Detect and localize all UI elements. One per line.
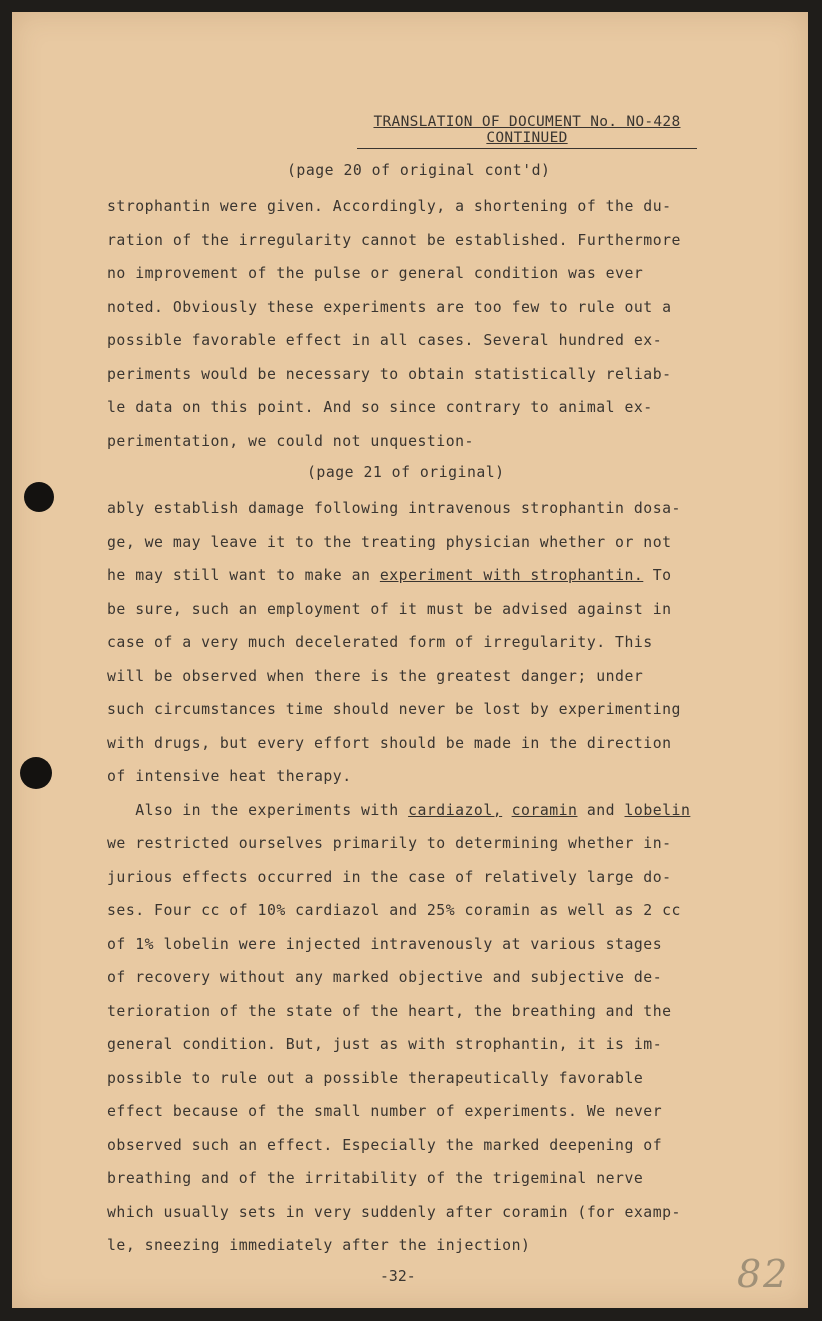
text-line: such circumstances time should never be lost by experimenting [107, 701, 681, 718]
text-line: ge, we may leave it to the treating physician whether or not [107, 533, 672, 551]
text-line: terioration of the state of the heart, the breathing and the [107, 1002, 672, 1020]
text-line: no improvement of the pulse or general condition was ever [107, 265, 644, 282]
heading-continued: CONTINUED [486, 130, 568, 146]
page-number: -32- [380, 1268, 416, 1285]
text-segment: To [643, 567, 672, 584]
text-line: ses. Four cc of 10% cardiazol and 25% coramin as well as 2 cc [107, 902, 681, 919]
underlined-drug-cardiazol: cardiazol, [408, 801, 503, 819]
underlined-drug-lobelin: lobelin [624, 801, 691, 819]
text-line: of recovery without any marked objective and subjective de- [107, 969, 663, 986]
text-line: noted. Obviously these experiments are too few to rule out a [107, 298, 672, 316]
text-line: periments would be necessary to obtain statistically reliab- [107, 365, 672, 383]
underlined-phrase: experiment with strophantin. [379, 567, 644, 584]
text-line: ration of the irregularity cannot be established. Furthermore [107, 231, 681, 249]
text-line: jurious effects occurred in the case of relatively large do- [107, 868, 672, 886]
page-21-note: (page 21 of original) [307, 464, 505, 481]
text-line [107, 559, 727, 593]
text-segment: Also in the experiments with [107, 801, 409, 819]
text-line: le, sneezing immediately after the injection) [107, 1237, 531, 1254]
text-line: be sure, such an employment of it must be advised against in [107, 600, 672, 618]
heading-rule [357, 148, 697, 149]
text-line: general condition. But, just as with strophantin, it is im- [107, 1036, 663, 1053]
text-line: perimentation, we could not unquestion- [107, 432, 474, 450]
heading-title: TRANSLATION OF DOCUMENT No. NO-428 [373, 114, 681, 130]
text-line: observed such an effect. Especially the marked deepening of [107, 1136, 663, 1154]
punch-hole-top [24, 482, 54, 512]
text-line: of intensive heat therapy. [107, 768, 352, 785]
text-segment: he may still want to make an [107, 567, 380, 584]
text-line [107, 794, 727, 828]
document-page [12, 12, 808, 1308]
paragraph-block-2 [107, 492, 727, 1263]
text-line: possible to rule out a possible therapeutically favorable [107, 1069, 644, 1087]
text-line: with drugs, but every effort should be made in the direction [107, 734, 672, 752]
page-20-note: (page 20 of original cont'd) [287, 162, 551, 179]
text-line: case of a very much decelerated form of irregularity. This [107, 634, 653, 651]
text-line: effect because of the small number of experiments. We never [107, 1103, 663, 1120]
underlined-drug-coramin: coramin [511, 801, 578, 819]
text-line: le data on this point. And so since contrary to animal ex- [107, 399, 653, 416]
handwritten-folio-number: 82 [737, 1252, 790, 1296]
text-segment [502, 802, 511, 819]
paragraph-block-1 [107, 190, 727, 458]
text-line: ably establish damage following intravenous strophantin dosa- [107, 500, 681, 517]
punch-hole-bottom [20, 757, 52, 789]
text-line: breathing and of the irritability of the trigeminal nerve [107, 1170, 644, 1187]
text-line: which usually sets in very suddenly after coramin (for examp- [107, 1203, 681, 1221]
text-line: strophantin were given. Accordingly, a shortening of the du- [107, 198, 672, 215]
text-line: will be observed when there is the greatest danger; under [107, 667, 644, 685]
text-line: of 1% lobelin were injected intravenously at various stages [107, 935, 663, 953]
text-line: we restricted ourselves primarily to determining whether in- [107, 835, 672, 852]
text-line: possible favorable effect in all cases. Several hundred ex- [107, 332, 663, 349]
document-heading [357, 114, 697, 149]
text-segment: and [577, 801, 625, 819]
